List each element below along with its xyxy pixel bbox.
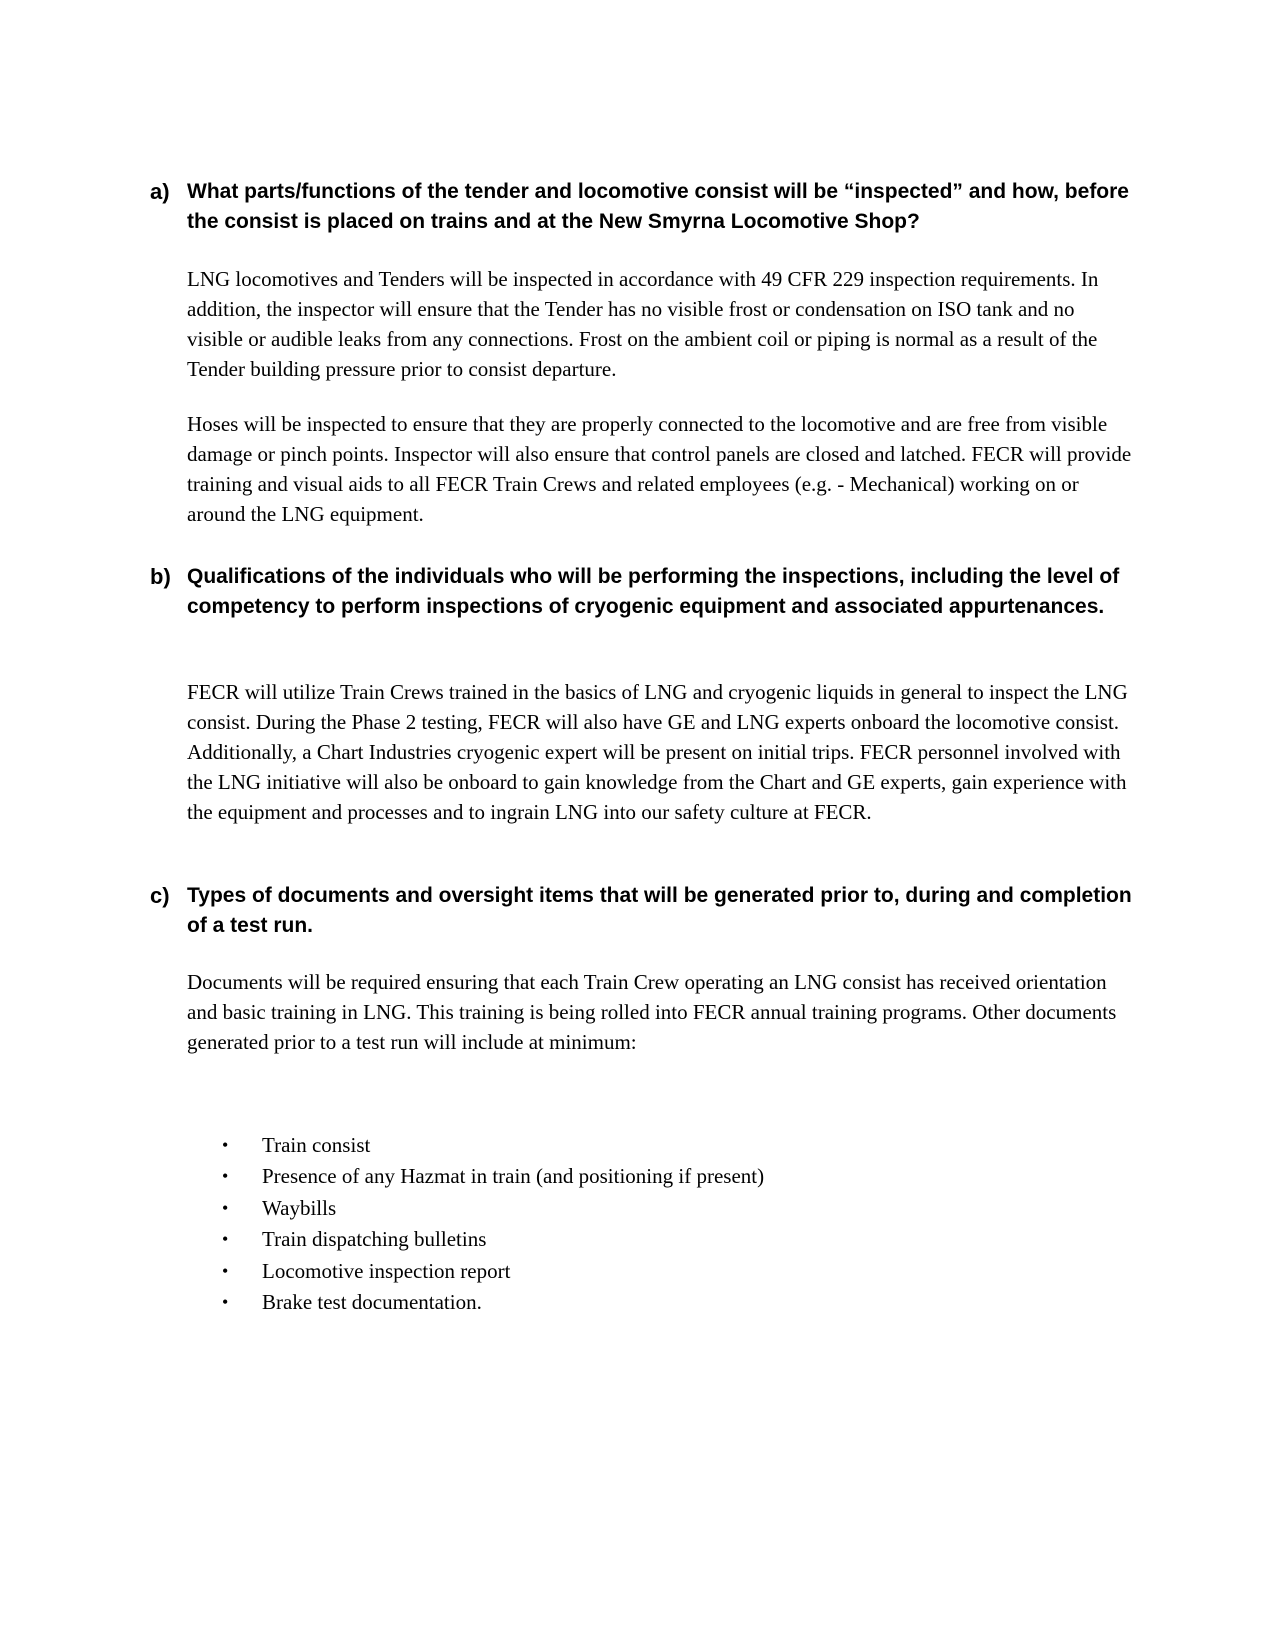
bullet-icon: • (222, 1166, 229, 1187)
list-item-text: Train consist (262, 1133, 371, 1157)
list-item (222, 1130, 764, 1161)
section-c-para-1-wrap (150, 967, 1135, 1057)
list-item (222, 1193, 764, 1224)
section-c-heading-text: Types of documents and oversight items that will be generated prior to, during and completion of a test run. (187, 884, 1132, 937)
list-item (222, 1161, 764, 1192)
list-item-text: Waybills (262, 1195, 337, 1220)
bullet-icon: • (222, 1135, 229, 1155)
list-item-text: Presence of any Hazmat in train (and positioning if present) (262, 1164, 765, 1189)
section-b-para-1-wrap (150, 677, 1135, 827)
section-c (150, 881, 1135, 941)
section-c-paragraph-1: Documents will be required ensuring that each Train Crew operating an LNG consist has received orientation and basic training in LNG. This training is being rolled into FECR annual training programs. Other documents generated prior to a test run will include at minimum: (187, 970, 1117, 1054)
section-a-paragraph-2: Hoses will be inspected to ensure that they are properly connected to the locomotive and are free from visible damage or pinch points. Inspector will also ensure that control panels are closed and latched. FECR will provide training and visual aids to all FECR Train Crews and related employees (e.g. - Mechanical) working on or around the LNG equipment. (187, 412, 1132, 526)
section-c-letter: c) (150, 883, 170, 908)
section-a-paragraph-1: LNG locomotives and Tenders will be inspected in accordance with 49 CFR 229 inspection requirements. In addition, the inspector will ensure that the Tender has no visible frost or condensation on ISO tank and no visible or audible leaks from any connections. Frost on the ambient coil or piping is normal as a result of the Tender building pressure prior to consist departure. (187, 267, 1099, 381)
section-b-paragraph-1: FECR will utilize Train Crews trained in the basics of LNG and cryogenic liquids in general to inspect the LNG consist. During the Phase 2 testing, FECR will also have GE and LNG experts onboard the locomotive consist. Additionally, a Chart Industries cryogenic expert will be present on initial trips. FECR personnel involved with the LNG initiative will also be onboard to gain knowledge from the Chart and GE experts, gain experience with the equipment and processes and to ingrain LNG into our safety culture at FECR. (187, 680, 1128, 824)
bullet-icon: • (222, 1292, 229, 1313)
document-list (222, 1130, 764, 1318)
section-c-heading (150, 881, 1135, 941)
list-item (222, 1256, 764, 1287)
section-a-heading-text: What parts/functions of the tender and locomotive consist will be “inspected” and how, before the consist is placed on trains and at the New Smyrna Locomotive Shop? (187, 180, 1129, 233)
list-item-text: Locomotive inspection report (262, 1258, 511, 1283)
section-b (150, 562, 1135, 622)
bullet-icon: • (222, 1197, 229, 1218)
section-a-para-2-wrap (150, 409, 1135, 529)
list-item-text: Brake test documentation. (262, 1290, 482, 1315)
section-b-heading (150, 562, 1135, 622)
section-a-letter: a) (150, 179, 170, 204)
section-b-heading-text: Qualifications of the individuals who will be performing the inspections, including the level of competency to perform inspections of cryogenic equipment and associated appurtenances. (187, 565, 1120, 618)
section-a-para-1-wrap (150, 264, 1135, 384)
list-item-text: Train dispatching bulletins (262, 1227, 487, 1252)
bullet-icon: • (222, 1229, 229, 1250)
list-item (222, 1224, 764, 1255)
bullet-icon: • (222, 1260, 229, 1281)
list-item (222, 1287, 764, 1318)
section-a (150, 177, 1135, 237)
section-b-letter: b) (150, 564, 171, 589)
section-a-heading (150, 177, 1135, 237)
